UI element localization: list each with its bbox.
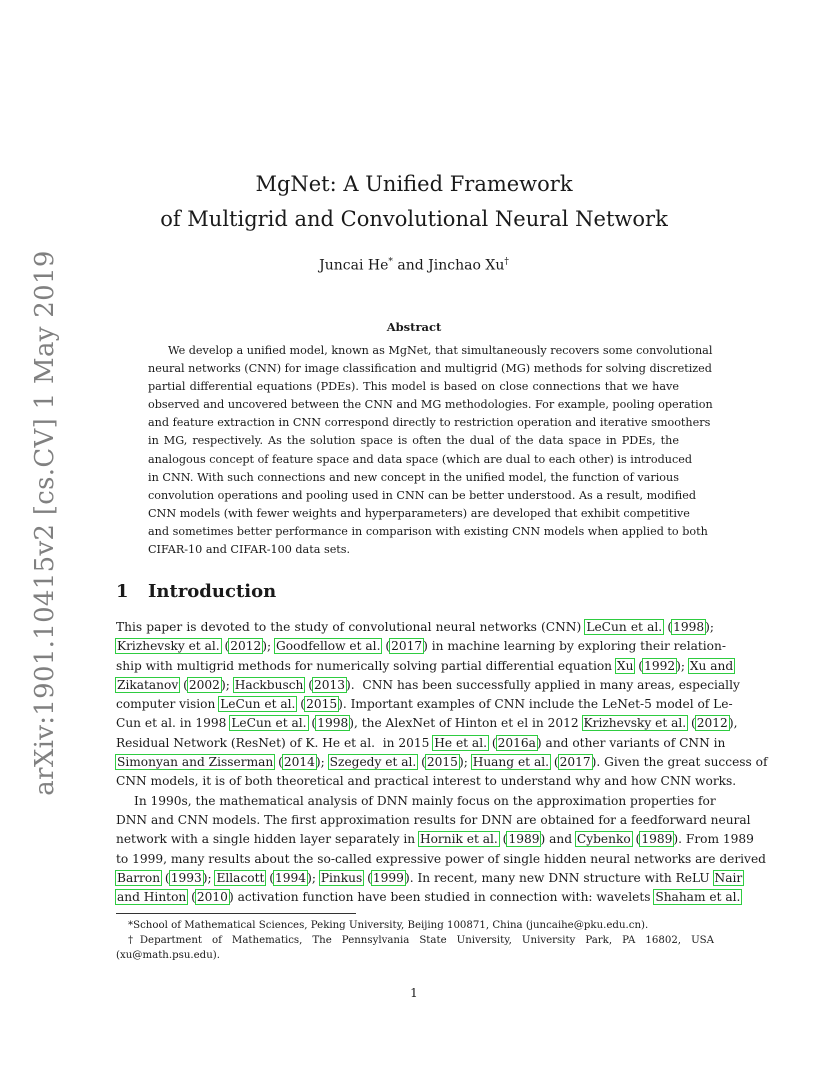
citation-link[interactable]: 2014 [283,755,315,770]
section-number: 1 [116,581,129,602]
text-line [116,850,766,869]
citation-link[interactable]: 1989 [641,832,673,847]
text-run: Residual Network (ResNet) of K. He et al. in 2015 [116,735,434,750]
abstract-line: convolution operations and pooling used in CNN can be better understood. As a result, modified [148,488,696,502]
text-run: ( [307,716,317,731]
text-run: ( [179,677,188,692]
text-line [116,657,734,676]
citation-link[interactable]: He et al. [434,735,487,750]
text-run: ( [265,870,275,885]
citation-link[interactable]: 1993 [170,870,202,885]
text-run: Cun et al. in 1998 [116,716,231,731]
text-run: ( [161,870,170,885]
abstract-line: in MG, respectively. As the solution space is often the dual of the data space in PDEs, the [148,434,679,448]
author-1-footnote-mark: * [388,257,393,267]
text-run: computer vision [116,697,220,712]
text-run: ( [417,755,426,770]
title-line-2: of Multigrid and Convolutional Neural Network [160,207,668,231]
text-run: ( [363,870,372,885]
citation-link[interactable]: 1992 [644,658,676,673]
text-run: ) in machine learning by exploring their relation- [423,639,726,654]
text-run: ( [663,620,673,634]
abstract-line: and feature extraction in CNN correspond directly to restriction operation and iterative smoothers [148,416,711,430]
footnote-rule [116,913,356,914]
text-run: ( [687,716,696,731]
citation-link[interactable]: Simonyan and Zisserman [117,755,274,770]
citation-link[interactable]: 2016a [497,735,536,750]
abstract-line: analogous concept of feature space and data space (which are dual to each other) is introduced [148,452,693,466]
text-line [116,714,738,733]
text-line [116,888,741,907]
abstract-line: CNN models (with fewer weights and hyperparameters) are developed that exhibit competitive [148,506,690,520]
citation-link[interactable]: Barron [117,870,161,885]
text-run: ) and other variants of CNN in [536,735,726,750]
arxiv-identifier: arXiv:1901.10415v2 [cs.CV] 1 May 2019 [30,250,60,796]
text-run: ), [728,716,738,731]
paragraph-2 [116,792,766,908]
text-run: ( [631,832,641,847]
abstract-line: CIFAR-10 and CIFAR-100 data sets. [148,543,351,557]
text-run: ); [202,870,216,885]
text-line [116,869,743,888]
text-run: network with a single hidden layer separately in [116,832,419,847]
paper-title [114,167,714,237]
text-run: ( [487,735,497,750]
paragraph-1 [116,618,768,792]
text-run: ( [274,755,283,770]
text-line [116,637,726,656]
text-run: ), the AlexNet of Hinton et el in 2012 [349,716,583,731]
author-1: Juncai He [319,257,389,274]
text-line [116,792,714,811]
text-run: ( [634,658,644,673]
text-run: ); [262,639,276,654]
citation-link[interactable]: Huang et al. [472,755,549,770]
citation-link[interactable]: and Hinton [117,890,187,905]
citation-link[interactable]: Krizhevsky et al. [117,639,220,654]
page-number: 1 [410,986,418,1000]
citation-link[interactable]: Xu [616,658,634,673]
citation-link[interactable]: 1989 [508,832,540,847]
text-line [116,676,740,695]
text-run: ( [187,890,196,905]
title-line-1: MgNet: A Unified Framework [255,172,573,196]
text-line [116,695,733,714]
text-run: This paper is devoted to the study of convolutional neural networks (CNN) [116,620,586,634]
text-run: DNN and CNN models. The first approximation results for DNN are obtained for a feedforward neural [116,812,751,827]
text-run: ); [705,620,714,634]
text-line [116,772,737,791]
citation-link[interactable]: 2015 [306,697,338,712]
citation-link[interactable]: Shaham et al. [655,890,741,905]
footnotes [116,918,714,964]
citation-link[interactable]: 1999 [372,870,404,885]
text-run: ). CNN has been successfully applied in many areas, especially [346,677,740,692]
abstract-heading: Abstract [386,320,442,334]
citation-link[interactable]: 2013 [314,677,346,692]
citation-link[interactable]: Cybenko [576,832,631,847]
text-run: CNN models, it is of both theoretical and practical interest to understand why and how CNN works. [116,774,737,789]
text-run: ). Important examples of CNN include the LeNet-5 model of Le- [338,697,733,712]
citation-link[interactable]: Goodfellow et al. [276,639,381,654]
section-heading [116,581,276,602]
citation-link[interactable]: Zikatanov [117,677,179,692]
citation-link[interactable]: Hornik et al. [419,832,498,847]
text-run: ) activation function have been studied in connection with: wavelets [228,890,655,905]
citation-link[interactable]: 2012 [230,639,262,654]
text-run: ( [549,755,559,770]
text-run: ( [296,697,306,712]
text-run: ( [381,639,391,654]
author-connector: and [392,257,429,274]
text-run: ( [220,639,230,654]
citation-link[interactable]: LeCun et al. [586,620,663,634]
citation-link[interactable]: 2010 [196,890,228,905]
text-line [116,811,751,830]
author-list [114,257,714,274]
citation-link[interactable]: Nair [714,870,743,885]
abstract-line: neural networks (CNN) for image classification and multigrid (MG) methods for solving discretized [148,362,712,376]
abstract-line: and sometimes better performance in comparison with existing CNN models when applied to both [148,524,708,538]
citation-link[interactable]: 2017 [391,639,423,654]
text-run: ). In recent, many new DNN structure with ReLU [404,870,714,885]
text-run: ); [220,677,234,692]
citation-link[interactable]: Szegedy et al. [329,755,417,770]
abstract-body [148,342,713,559]
text-line [116,734,726,753]
citation-link[interactable]: 2015 [426,755,458,770]
citation-link[interactable]: 2012 [696,716,728,731]
citation-link[interactable]: Krizhevsky et al. [583,716,687,731]
footnote-2-line-1: †Department of Mathematics, The Pennsylvania State University, University Park, PA 16802, USA [128,935,714,947]
footnote-1: *School of Mathematical Sciences, Peking University, Beijing 100871, China (juncaihe@pku.edu.cn). [128,920,649,931]
citation-link[interactable]: Xu and [689,658,734,673]
citation-link[interactable]: 1998 [317,716,349,731]
text-run: ); [458,755,472,770]
abstract-line: We develop a unified model, known as MgNet, that simultaneously recovers some convolutional [168,344,713,357]
text-line [116,618,714,637]
footnote-2-line-2: (xu@math.psu.edu). [116,950,220,962]
citation-link[interactable]: Hackbusch [234,677,304,692]
section-title: Introduction [148,581,277,602]
citation-link[interactable]: 2017 [559,755,591,770]
text-line [116,753,768,772]
citation-link[interactable]: 1998 [673,620,705,634]
text-line [116,830,754,849]
citation-link[interactable]: Pinkus [320,870,363,885]
text-run: ); [676,658,689,673]
citation-link[interactable]: 2002 [188,677,220,692]
text-run: ). From 1989 [673,832,754,847]
text-run: ); [315,755,329,770]
citation-link[interactable]: Ellacott [216,870,265,885]
text-run: ( [304,677,314,692]
abstract-line: partial differential equations (PDEs). This model is based on close connections that we have [148,380,679,394]
citation-link[interactable]: 1994 [275,870,307,885]
author-2-footnote-mark: † [504,257,509,267]
introduction-body [116,618,768,907]
citation-link[interactable]: LeCun et al. [220,697,296,712]
text-run: ( [498,832,508,847]
text-run: ) and [540,832,576,847]
text-run: to 1999, many results about the so-called expressive power of single hidden neural networks are derived [116,851,766,866]
author-2: Jinchao Xu [428,257,505,274]
citation-link[interactable]: LeCun et al. [231,716,307,731]
text-run: In 1990s, the mathematical analysis of DNN mainly focus on the approximation properties for [134,793,716,808]
text-run: ship with multigrid methods for numerically solving partial differential equation [116,658,616,673]
text-run: ); [307,870,320,885]
abstract-line: observed and uncovered between the CNN and MG methodologies. For example, pooling operation [148,398,713,412]
abstract-line: in CNN. With such connections and new concept in the unified model, the function of various [148,470,679,484]
text-run: ). Given the great success of [591,755,768,770]
